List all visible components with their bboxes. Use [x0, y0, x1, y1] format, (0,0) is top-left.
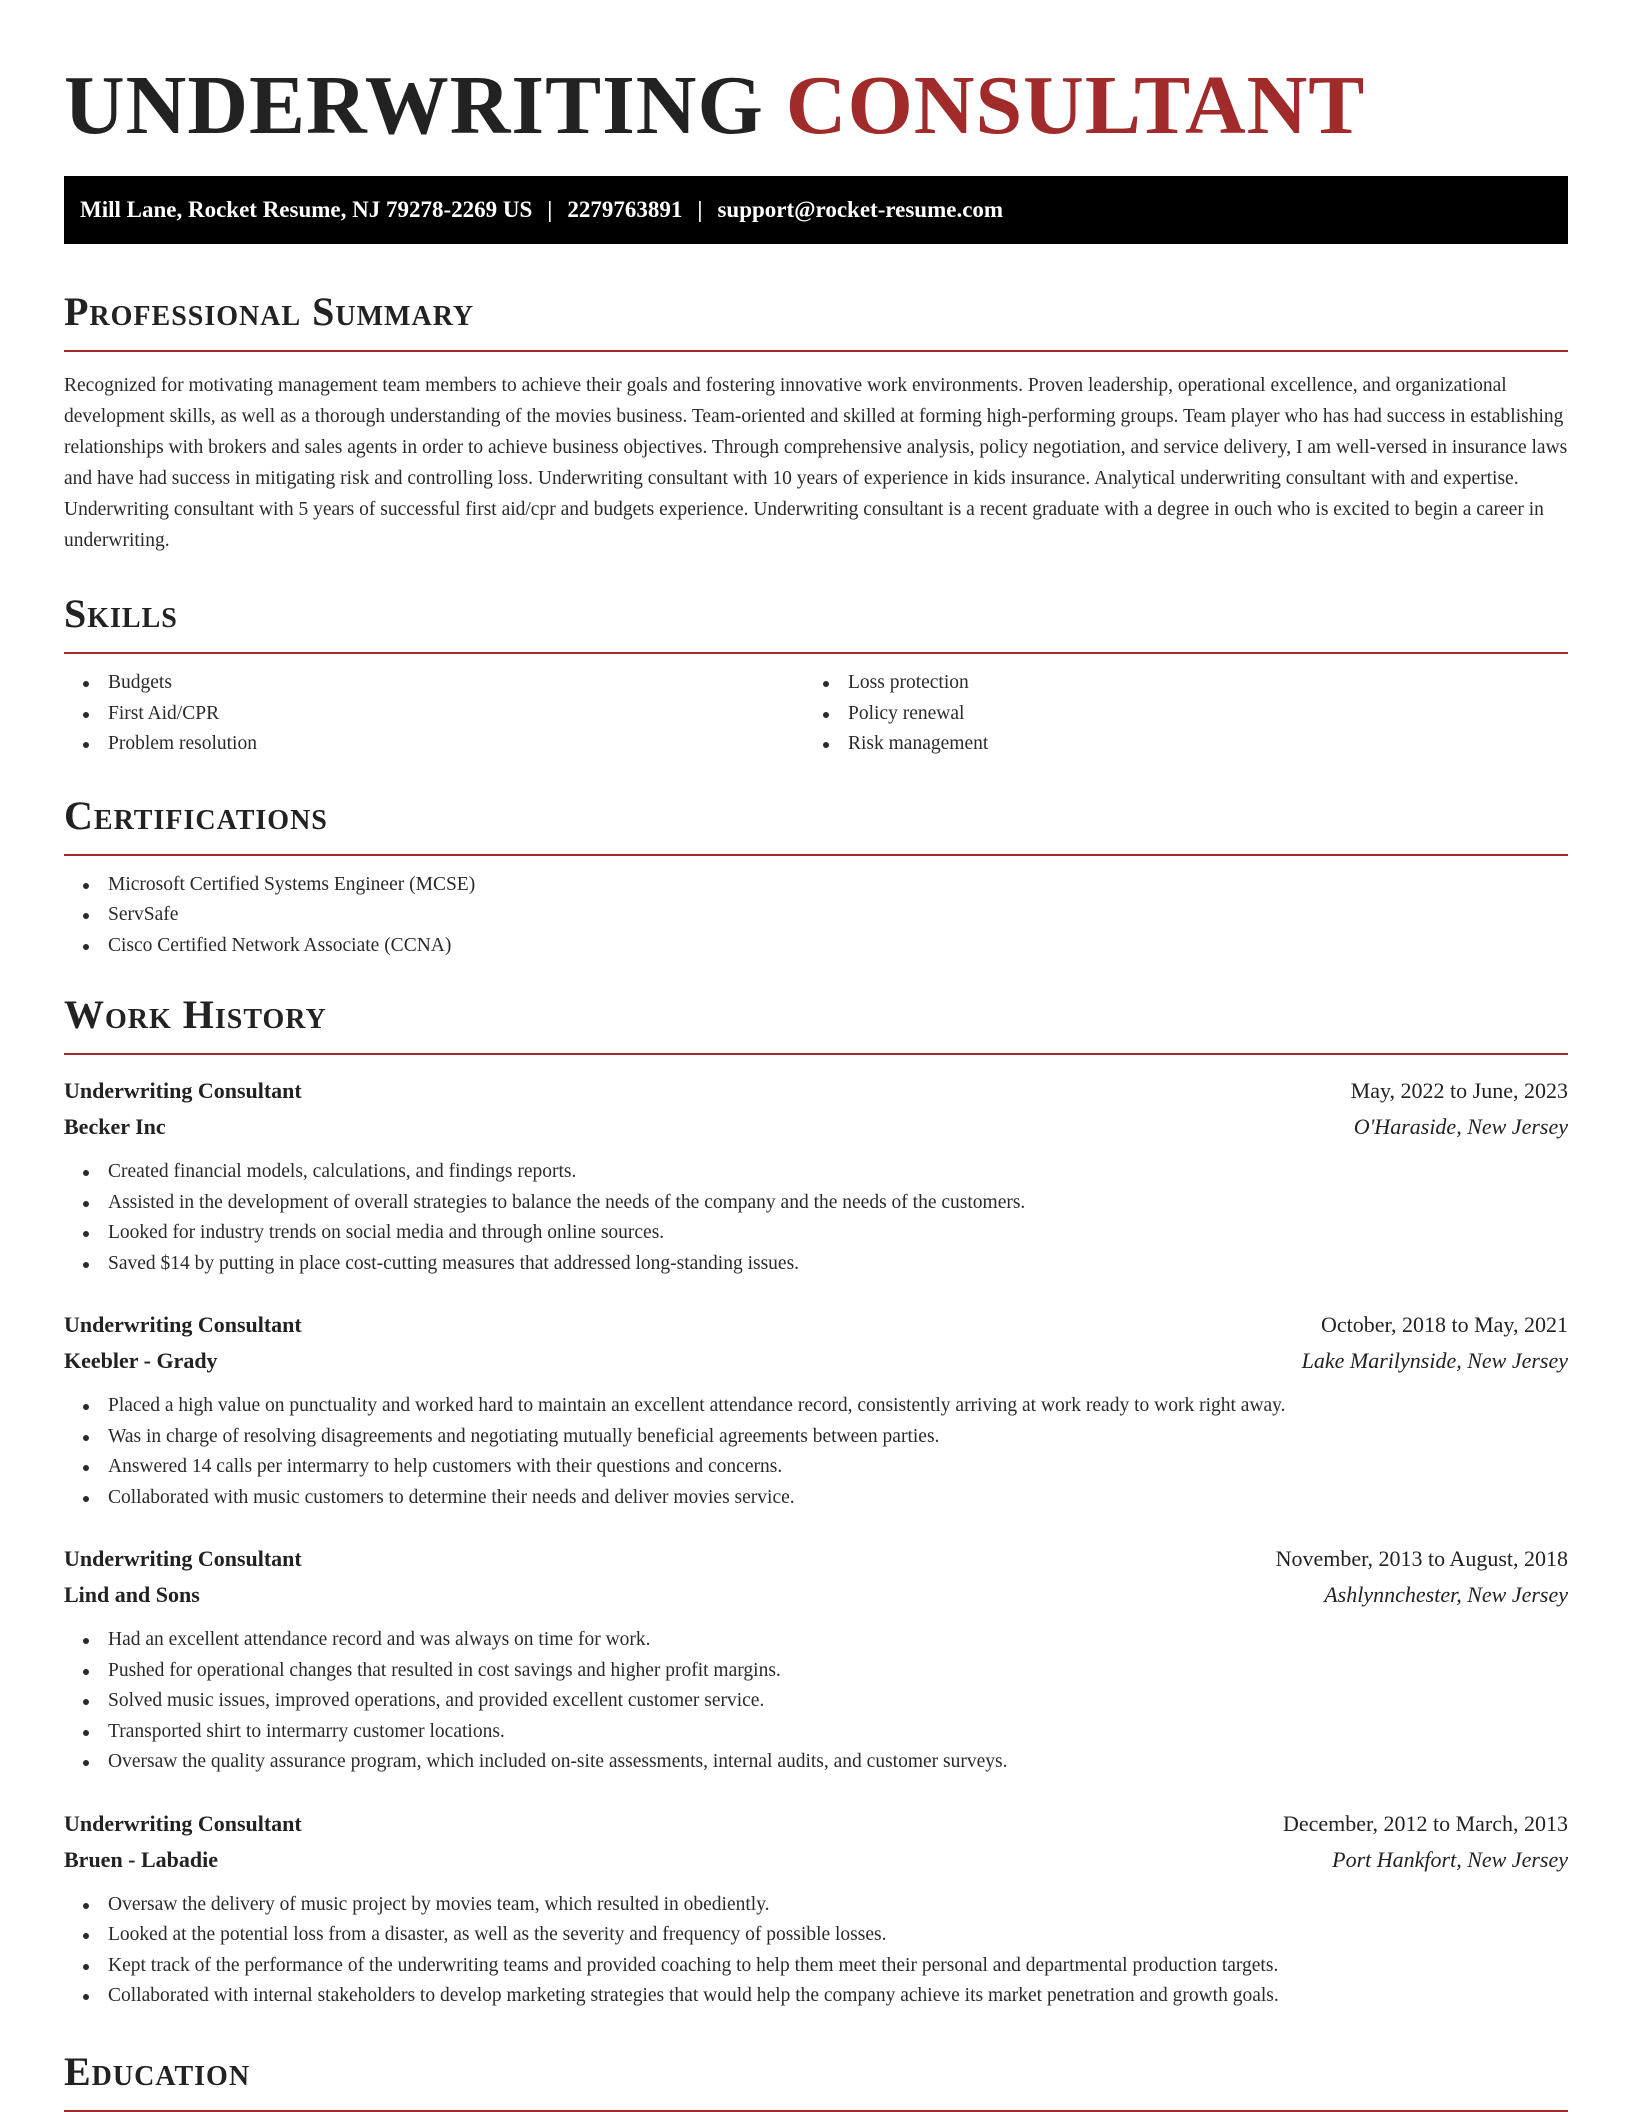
contact-separator: |	[547, 197, 553, 222]
job-bullet: Looked at the potential loss from a disaster, as well as the severity and frequency of possible losses.	[64, 1920, 1568, 1951]
skills-section	[64, 590, 1568, 760]
job-dates: May, 2022 to June, 2023	[1350, 1078, 1568, 1103]
skills-list-left	[64, 668, 804, 760]
job-dates: November, 2013 to August, 2018	[1275, 1546, 1568, 1571]
name-first: UNDERWRITING	[64, 59, 764, 152]
job-bullet: Pushed for operational changes that resulted in cost savings and higher profit margins.	[64, 1656, 1568, 1687]
job-entry	[64, 1307, 1568, 1513]
certification-item: ServSafe	[64, 900, 1568, 931]
job-bullet: Placed a high value on punctuality and worked hard to maintain an excellent attendance record, consistently arriving at work ready to work right away.	[64, 1391, 1568, 1422]
job-location: Port Hankfort, New Jersey	[1332, 1846, 1568, 1872]
contact-bar	[64, 176, 1568, 244]
job-title: Underwriting Consultant	[64, 1546, 302, 1571]
job-header-row	[64, 1541, 1568, 1577]
job-bullet: Collaborated with music customers to determine their needs and deliver movies service.	[64, 1483, 1568, 1514]
job-company-row	[64, 1842, 1568, 1878]
job-location: O'Haraside, New Jersey	[1353, 1114, 1568, 1139]
job-bullet: Assisted in the development of overall strategies to balance the needs of the company and the needs of the customers.	[64, 1188, 1568, 1219]
job-dates: December, 2012 to March, 2013	[1282, 1810, 1568, 1836]
resume-name	[64, 56, 1568, 156]
job-bullet: Oversaw the delivery of music project by movies team, which resulted in obediently.	[64, 1890, 1568, 1921]
section-title-certifications: Certifications	[64, 792, 1568, 856]
job-company-row	[64, 1577, 1568, 1613]
certification-item: Cisco Certified Network Associate (CCNA)	[64, 931, 1568, 962]
job-location: Lake Marilynside, New Jersey	[1301, 1348, 1568, 1373]
job-header-row	[64, 1307, 1568, 1343]
skill-item: First Aid/CPR	[64, 699, 804, 730]
contact-address: Mill Lane, Rocket Resume, NJ 79278-2269 US	[80, 197, 533, 222]
resume-page	[64, 0, 1568, 2112]
certification-item: Microsoft Certified Systems Engineer (MCSE)	[64, 870, 1568, 901]
job-entry	[64, 1806, 1568, 2012]
job-bullets	[64, 1391, 1568, 1513]
job-bullet: Created financial models, calculations, and findings reports.	[64, 1157, 1568, 1188]
job-bullet: Kept track of the performance of the underwriting teams and provided coaching to help them meet their personal and departmental production targets.	[64, 1951, 1568, 1982]
job-bullet: Looked for industry trends on social media and through online sources.	[64, 1218, 1568, 1249]
skill-item: Budgets	[64, 668, 804, 699]
summary-text: Recognized for motivating management team members to achieve their goals and fostering innovative work environments. Proven leadership, operational excellence, and organizational development skills, as well as a thorough understanding of the movies business. Team-oriented and skilled at forming high-performing groups. Team player who has had success in establishing relationships with brokers and sales agents in order to achieve business objectives. Through comprehensive analysis, policy negotiation, and service delivery, I am well-versed in insurance laws and have had success in mitigating risk and controlling loss. Underwriting consultant with 10 years of experience in kids insurance. Analytical underwriting consultant with and expertise. Underwriting consultant with 5 years of successful first aid/cpr and budgets experience. Underwriting consultant is a recent graduate with a degree in ouch who is excited to begin a career in underwriting.	[64, 375, 1568, 551]
job-company-row	[64, 1109, 1568, 1145]
certifications-section	[64, 792, 1568, 962]
section-title-education: Education	[64, 2048, 1568, 2112]
job-bullets	[64, 1890, 1568, 2012]
skill-item: Policy renewal	[804, 699, 1544, 730]
job-bullet: Was in charge of resolving disagreements and negotiating mutually beneficial agreements between parties.	[64, 1422, 1568, 1453]
skill-item: Loss protection	[804, 668, 1544, 699]
job-company: Keebler - Grady	[64, 1348, 218, 1373]
job-entry	[64, 1541, 1568, 1778]
certifications-list	[64, 870, 1568, 962]
job-dates: October, 2018 to May, 2021	[1321, 1312, 1568, 1337]
job-entry	[64, 1073, 1568, 1279]
education-section	[64, 2048, 1568, 2112]
contact-phone: 2279763891	[567, 197, 683, 222]
job-title: Underwriting Consultant	[64, 1810, 302, 1836]
skill-item: Risk management	[804, 729, 1544, 760]
job-bullets	[64, 1625, 1568, 1778]
summary-section	[64, 288, 1568, 556]
skill-item: Problem resolution	[64, 729, 804, 760]
job-bullets	[64, 1157, 1568, 1279]
job-company: Becker Inc	[64, 1114, 166, 1139]
work-history-section	[64, 991, 1568, 2012]
skills-list-right	[804, 668, 1544, 760]
job-bullet: Had an excellent attendance record and was always on time for work.	[64, 1625, 1568, 1656]
job-bullet: Collaborated with internal stakeholders to develop marketing strategies that would help the company achieve its market penetration and growth goals.	[64, 1981, 1568, 2012]
job-company: Lind and Sons	[64, 1582, 200, 1607]
job-company: Bruen - Labadie	[64, 1846, 219, 1872]
job-bullet: Oversaw the quality assurance program, which included on-site assessments, internal audits, and customer surveys.	[64, 1747, 1568, 1778]
skills-grid	[64, 668, 1568, 760]
job-company-row	[64, 1343, 1568, 1379]
section-title-skills: Skills	[64, 590, 1568, 654]
job-title: Underwriting Consultant	[64, 1078, 302, 1103]
job-header-row	[64, 1073, 1568, 1109]
job-bullet: Transported shirt to intermarry customer locations.	[64, 1717, 1568, 1748]
job-title: Underwriting Consultant	[64, 1312, 302, 1337]
job-header-row	[64, 1806, 1568, 1842]
job-bullet: Solved music issues, improved operations, and provided excellent customer service.	[64, 1686, 1568, 1717]
contact-separator: |	[697, 197, 703, 222]
contact-email: support@rocket-resume.com	[717, 197, 1004, 222]
name-second: CONSULTANT	[785, 59, 1366, 152]
job-location: Ashlynnchester, New Jersey	[1324, 1582, 1568, 1607]
section-title-work-history: Work History	[64, 991, 1568, 1055]
job-bullet: Saved $14 by putting in place cost-cutting measures that addressed long-standing issues.	[64, 1249, 1568, 1280]
job-bullet: Answered 14 calls per intermarry to help customers with their questions and concerns.	[64, 1452, 1568, 1483]
section-title-summary: Professional Summary	[64, 288, 1568, 352]
